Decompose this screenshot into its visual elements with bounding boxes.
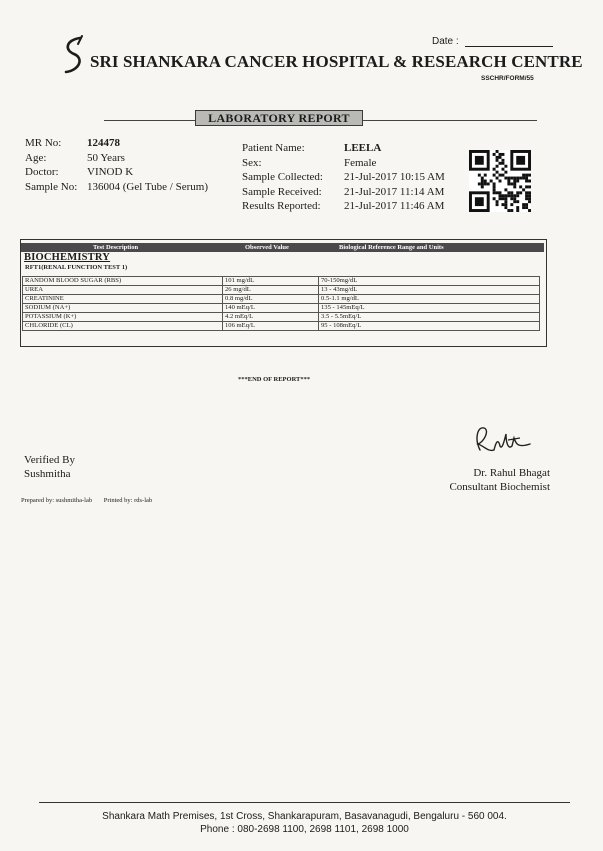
test-name: CHLORIDE (CL) — [23, 322, 223, 331]
footer-divider — [39, 802, 570, 803]
doctor-value: VINOD K — [87, 166, 134, 178]
hospital-logo-icon — [58, 34, 88, 76]
form-code: SSCHR/FORM/55 — [481, 75, 534, 82]
observed-value: 140 mEq/L — [223, 304, 319, 313]
footer-phone: Phone : 080-2698 1100, 2698 1101, 2698 1000 — [200, 824, 409, 835]
end-of-report: ***END OF REPORT*** — [238, 376, 311, 383]
prepared-by: Prepared by: sushmitha-lab — [21, 497, 93, 504]
table-row — [23, 286, 540, 295]
mr-no-row — [25, 136, 208, 151]
patient-name-label: Patient Name: — [242, 142, 305, 154]
verified-by-block — [24, 453, 75, 481]
hospital-name: SRI SHANKARA CANCER HOSPITAL & RESEARCH CENTRE — [90, 52, 583, 71]
footer — [39, 810, 570, 836]
reference-range: 95 - 108mEq/L — [319, 322, 540, 331]
verified-by-name: Sushmitha — [24, 468, 71, 480]
age-value: 50 Years — [87, 151, 125, 164]
sample-collected-label: Sample Collected: — [242, 171, 323, 183]
sample-collected-value: 21-Jul-2017 10:15 AM — [344, 171, 445, 183]
reference-range: 135 - 145mEq/L — [319, 304, 540, 313]
reference-range: 0.5-1.1 mg/dL — [319, 295, 540, 304]
subsection-title: RFT1(RENAL FUNCTION TEST 1) — [25, 264, 128, 271]
reference-range: 13 - 43mg/dL — [319, 286, 540, 295]
table-row — [23, 313, 540, 322]
mr-no-value: 124478 — [87, 137, 120, 149]
test-name: UREA — [23, 286, 223, 295]
prepared-printed-line — [21, 497, 162, 504]
doctor-row — [25, 165, 208, 180]
test-name: RANDOM BLOOD SUGAR (RBS) — [23, 277, 223, 286]
header-observed-value: Observed Value — [245, 244, 289, 251]
qr-code-icon — [469, 150, 531, 212]
section-title: BIOCHEMISTRY — [24, 252, 111, 263]
observed-value: 101 mg/dL — [223, 277, 319, 286]
sample-no-label: Sample No: — [25, 180, 78, 193]
doctor-title: Consultant Biochemist — [449, 481, 550, 493]
reference-range: 70-150mg/dL — [319, 277, 540, 286]
results-reported-value: 21-Jul-2017 11:46 AM — [344, 200, 445, 212]
test-name: CREATININE — [23, 295, 223, 304]
reference-range: 3.5 - 5.5mEq/L — [319, 313, 540, 322]
header-test-description: Test Description — [93, 244, 139, 251]
table-row — [23, 304, 540, 313]
age-row — [25, 151, 208, 166]
table-row — [23, 295, 540, 304]
observed-value: 106 mEq/L — [223, 322, 319, 331]
sample-no-value: 136004 (Gel Tube / Serum) — [87, 180, 208, 193]
test-name: POTASSIUM (K+) — [23, 313, 223, 322]
observed-value: 26 mg/dL — [223, 286, 319, 295]
results-table — [22, 276, 540, 331]
date-field — [432, 36, 553, 47]
doctor-signature-icon — [470, 420, 540, 458]
table-row — [23, 277, 540, 286]
patient-name-value: LEELA — [344, 142, 382, 154]
observed-value: 4.2 mEq/L — [223, 313, 319, 322]
sample-no-row — [25, 180, 208, 195]
mr-no-label: MR No: — [25, 137, 62, 149]
header-reference-range: Biological Reference Range and Units — [339, 244, 444, 251]
age-label: Age: — [25, 151, 47, 164]
results-reported-row — [242, 199, 445, 214]
sample-received-value: 21-Jul-2017 11:14 AM — [344, 185, 445, 198]
results-table-header — [21, 243, 544, 252]
patient-name-row — [242, 141, 445, 156]
sex-label: Sex: — [242, 156, 262, 169]
results-reported-label: Results Reported: — [242, 200, 321, 212]
doctor-block — [433, 466, 550, 494]
date-label: Date : — [432, 36, 459, 47]
doctor-name: Dr. Rahul Bhagat — [473, 467, 550, 479]
sample-received-row — [242, 185, 445, 200]
report-title: LABORATORY REPORT — [195, 110, 363, 126]
sample-received-label: Sample Received: — [242, 185, 322, 198]
test-name: SODIUM (NA+) — [23, 304, 223, 313]
verified-by-label: Verified By — [24, 454, 76, 466]
patient-info-left — [25, 136, 208, 194]
doctor-label: Doctor: — [25, 166, 59, 178]
table-row — [23, 322, 540, 331]
sex-row — [242, 156, 445, 171]
footer-address: Shankara Math Premises, 1st Cross, Shankarapuram, Basavanagudi, Bengaluru - 560 004. — [102, 811, 507, 822]
observed-value: 0.8 mg/dL — [223, 295, 319, 304]
printed-by: Printed by: rds-lab — [103, 497, 153, 504]
sex-value: Female — [344, 156, 377, 169]
sample-collected-row — [242, 170, 445, 185]
patient-info-right — [242, 141, 445, 214]
